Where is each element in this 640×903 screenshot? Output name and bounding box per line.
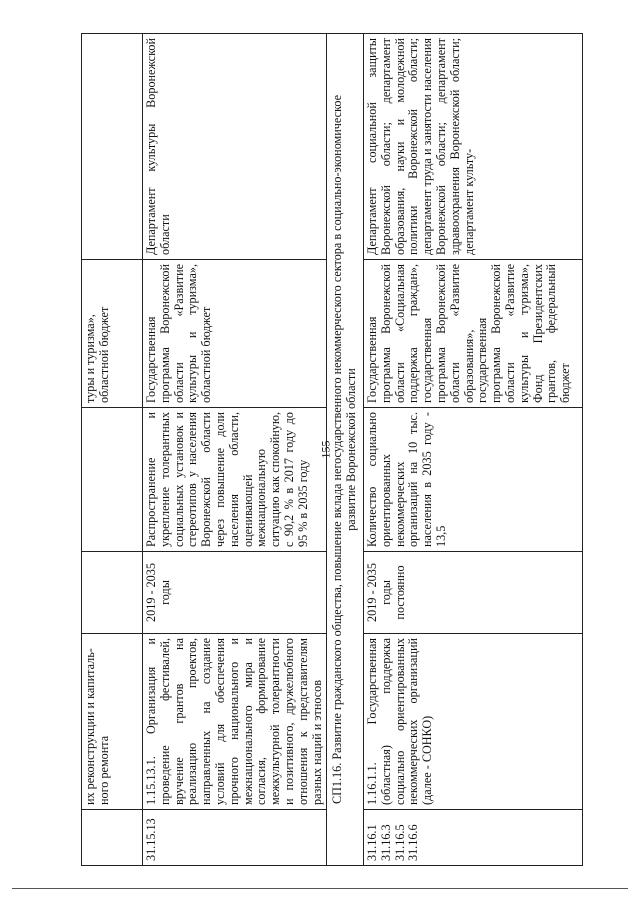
table-row-continuation bbox=[82, 34, 143, 866]
table-section-row bbox=[327, 34, 364, 866]
table-row bbox=[143, 34, 327, 866]
cell-empty bbox=[82, 408, 143, 552]
page-bottom-rule bbox=[12, 888, 628, 889]
cell-period: 2019 - 2035 годы постоянно bbox=[363, 552, 582, 634]
cell-source: Государственная программа Воронежской области «Социальная поддержка граждан», государственная программа Воронежской области «Развитие образования», государственная программа Воронежской области «Развитие культуры и туризма», Фонд Президентских грантов, федеральный бюджет bbox=[363, 260, 582, 408]
section-heading: СП1.16. Развитие гражданского общества, повышение вклада негосударственного некоммерческого сектора в социально-экономическое развитие Воронежской области bbox=[327, 34, 364, 866]
cell-period: 2019 - 2035 годы bbox=[143, 552, 327, 634]
cell-empty bbox=[82, 810, 143, 866]
cell-result: Распространение и укрепление толерантных социальных установок и стереотипов у населения Воронежской области через повышение доли населения области, оценивающей межнациональную ситуацию как спокойную, с 90,2 % в 2017 году до 95 % в 2035 году bbox=[143, 408, 327, 552]
table-row bbox=[363, 34, 582, 866]
measures-table bbox=[81, 33, 583, 866]
cell-source: Государственная программа Воронежской области «Развитие культуры и туризма», областной бюджет bbox=[143, 260, 327, 408]
cell-measure: 1.15.13.1. Организация и проведение фестивалей, вручение грантов на реализацию проектов, направленных на создание условий для обеспечения прочного национального и межнационального мира и согласия, формирование межкультурной толерантности и позитивного, дружелюбного отношения к представителям разных наций и этносов bbox=[143, 634, 327, 810]
rotated-table-container bbox=[81, 34, 611, 866]
cell-source-continuation: туры и туризма», областной бюджет bbox=[82, 260, 143, 408]
cell-empty bbox=[82, 552, 143, 634]
cell-empty bbox=[82, 34, 143, 260]
cell-executor: Департамент социальной защиты Воронежской области; департамент образования, науки и молодежной политики Воронежской области; департамент труда и занятости населения Воронежской области; департамент здравоохранения Воронежской области; департамент культу- bbox=[363, 34, 582, 260]
cell-measure: 1.16.1.1. Государственная (областная) поддержка социально ориентированных некоммерческих организаций (далее - СОНКО) bbox=[363, 634, 582, 810]
page-number: 155 bbox=[318, 440, 333, 459]
cell-code: 31.15.13 bbox=[143, 810, 327, 866]
cell-code: 31.16.1 31.16.3 31.16.5 31.16.6 bbox=[363, 810, 582, 866]
cell-measure-continuation: их реконструкции и капиталь- ного ремонта bbox=[82, 634, 143, 810]
cell-result: Количество социально ориентированных некоммерческих организаций на 10 тыс. населения в 2035 году - 13,5 bbox=[363, 408, 582, 552]
cell-executor: Департамент культуры Воронежской области bbox=[143, 34, 327, 260]
